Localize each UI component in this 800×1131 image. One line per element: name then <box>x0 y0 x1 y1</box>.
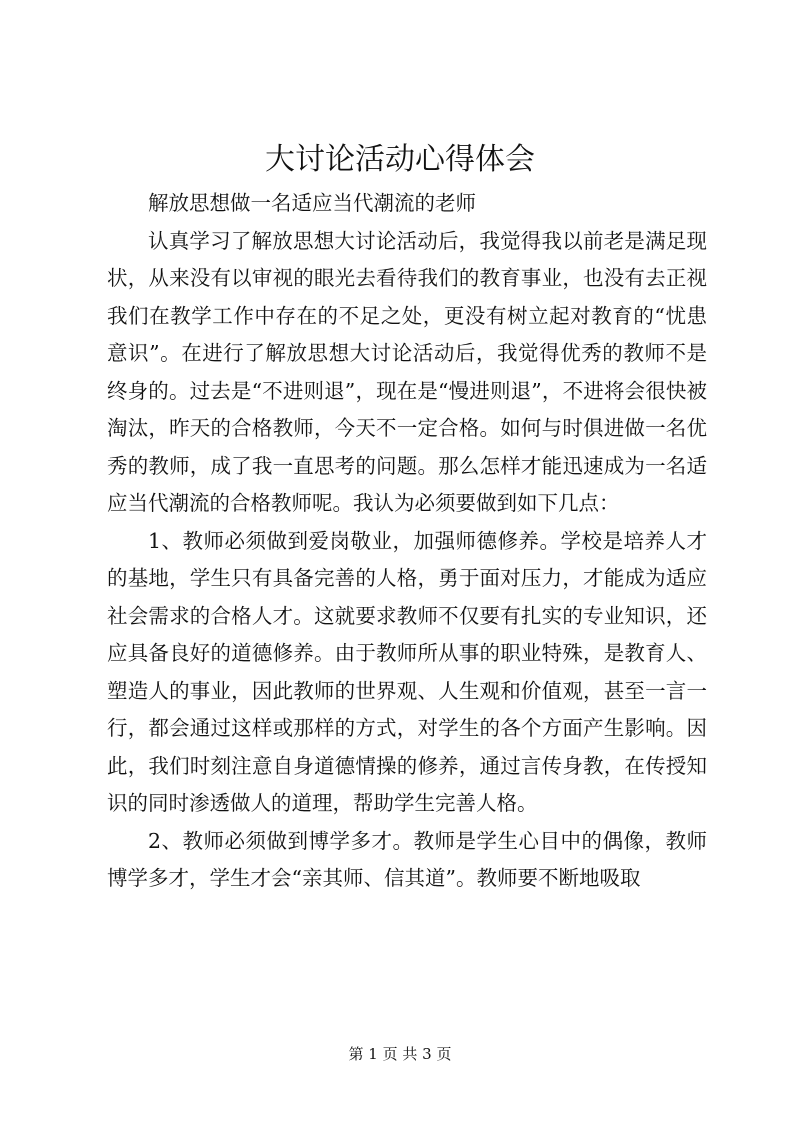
body-paragraph-intro: 认真学习了解放思想大讨论活动后，我觉得我以前老是满足现状，从来没有以审视的眼光去看待我们的教育事业，也没有去正视我们在教学工作中存在的不足之处，更没有树立起对教育的“忧患意识”。在进行了解放思想大讨论活动后，我觉得优秀的教师不是终身的。过去是“不进则退”，现在是“慢进则退”，不进将会很快被淘汰，昨天的合格教师，今天不一定合格。如何与时俱进做一名优秀的教师，成了我一直思考的问题。那么怎样才能迅速成为一名适应当代潮流的合格教师呢。我认为必须要做到如下几点： <box>107 228 707 515</box>
page-footer: 第 1 页 共 3 页 <box>348 1045 452 1063</box>
body-paragraph-point-2: 2、教师必须做到博学多才。教师是学生心目中的偶像，教师博学多才，学生才会“亲其师、信其道”。教师要不断地吸取 <box>107 828 707 890</box>
subtitle-paragraph: 解放思想做一名适应当代潮流的老师 <box>148 191 476 215</box>
document-body <box>107 185 707 898</box>
body-paragraph-point-1: 1、教师必须做到爱岗敬业，加强师德修养。学校是培养人才的基地，学生只有具备完善的人格，勇于面对压力，才能成为适应社会需求的合格人才。这就要求教师不仅要有扎实的专业知识，还应具备良好的道德修养。由于教师所从事的职业特殊，是教育人、塑造人的事业，因此教师的世界观、人生观和价值观，甚至一言一行，都会通过这样或那样的方式，对学生的各个方面产生影响。因此，我们时刻注意自身道德情操的修养，通过言传身教，在传授知识的同时渗透做人的道理，帮助学生完善人格。 <box>107 528 707 815</box>
document-title: 大讨论活动心得体会 <box>265 142 535 177</box>
